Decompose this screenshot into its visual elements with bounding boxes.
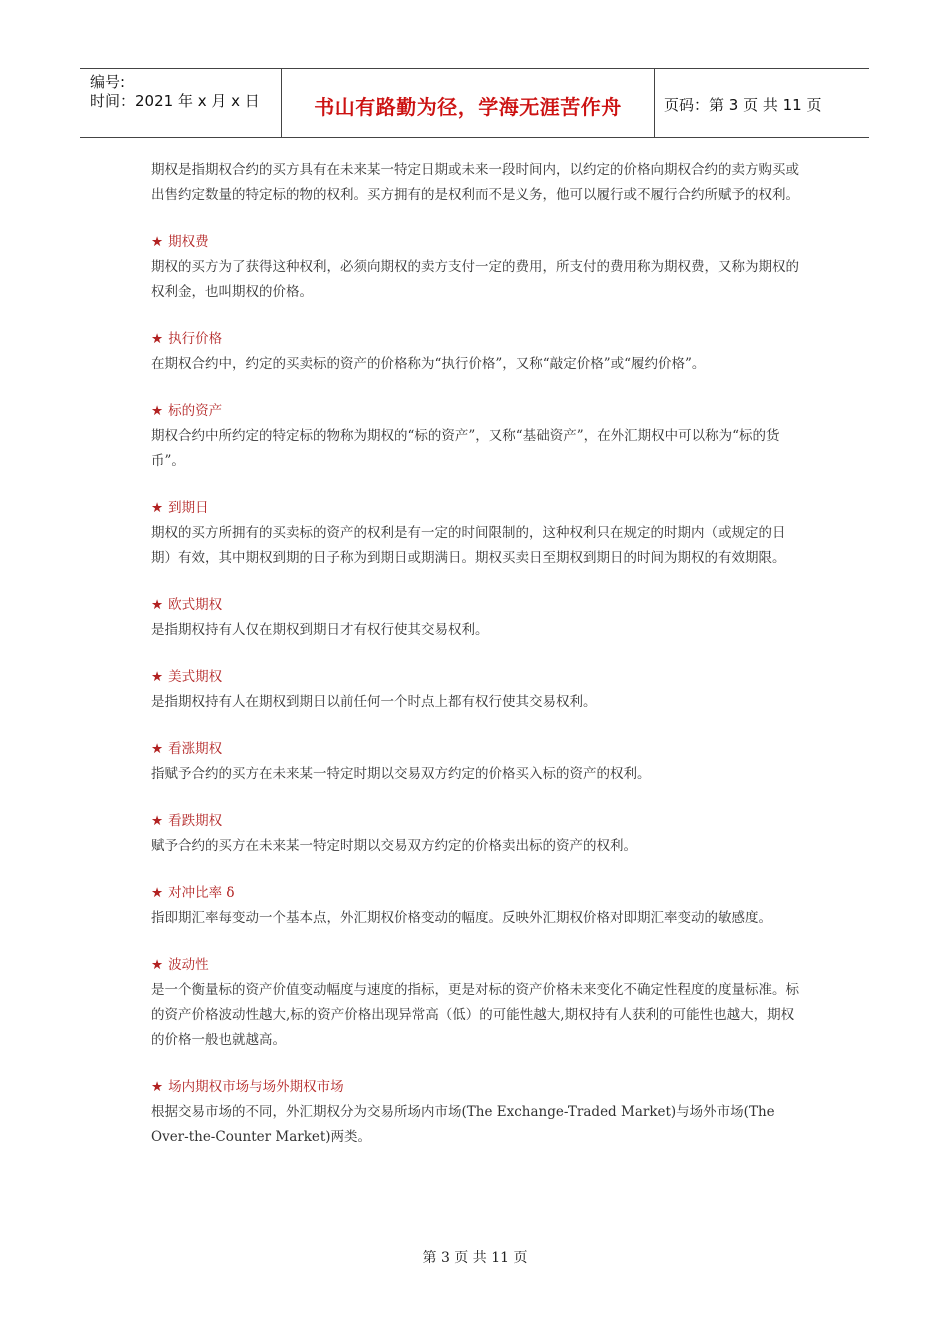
- section-title: [151, 881, 801, 906]
- section-title-text: 对冲比率 δ: [168, 885, 235, 901]
- section-body: 是一个衡量标的资产价值变动幅度与速度的指标，更是对标的资产价格未来变化不确定性程度的度量标准。标的资产价格波动性越大,标的资产价格出现异常高（低）的可能性越大,期权持有人获利的可能性也越大，期权的价格一般也就越高。: [151, 982, 799, 1048]
- section-body: 期权的买方为了获得这种权利，必须向期权的卖方支付一定的费用，所支付的费用称为期权费，又称为期权的权利金，也叫期权的价格。: [151, 259, 799, 300]
- section-title-text: 看涨期权: [168, 741, 223, 757]
- section-body: 期权合约中所约定的特定标的物称为期权的“标的资产”，又称“基础资产”，在外汇期权中可以称为“标的货币”。: [151, 428, 780, 469]
- section-body: 根据交易市场的不同，外汇期权分为交易所场内市场(The Exchange-Traded Market)与场外市场(The Over-the-Counter Market)两类。: [151, 1104, 775, 1145]
- page-footer: 第 3 页 共 11 页: [422, 1250, 528, 1266]
- motto: 书山有路勤为径，学海无涯苦作舟: [314, 95, 622, 119]
- section-body: 是指期权持有人仅在期权到期日才有权行使其交易权利。: [151, 622, 489, 638]
- section-body: 是指期权持有人在期权到期日以前任何一个时点上都有权行使其交易权利。: [151, 694, 597, 710]
- number-label: 编号:: [90, 73, 126, 91]
- section-title: [151, 737, 801, 762]
- section-body: 指即期汇率每变动一个基本点，外汇期权价格变动的幅度。反映外汇期权价格对即期汇率变动的敏感度。: [151, 910, 772, 926]
- section-title-text: 场内期权市场与场外期权市场: [168, 1079, 344, 1095]
- section-title-text: 欧式期权: [168, 597, 223, 613]
- section-title: [151, 953, 801, 978]
- section-body: 期权的买方所拥有的买卖标的资产的权利是有一定的时间限制的，这种权利只在规定的时期内（或规定的日期）有效，其中期权到期的日子称为到期日或期满日。期权买卖日至期权到期日的时间为期权的有效期限。: [151, 525, 786, 566]
- header-page-cell: [654, 69, 869, 137]
- section-title-text: 标的资产: [168, 403, 223, 419]
- star-icon: ★: [151, 741, 164, 757]
- section-title: [151, 230, 801, 255]
- section-title-text: 执行价格: [168, 331, 223, 347]
- section-title-text: 看跌期权: [168, 813, 223, 829]
- star-icon: ★: [151, 813, 164, 829]
- section-title: [151, 809, 801, 834]
- star-icon: ★: [151, 500, 164, 516]
- header-meta: [80, 69, 280, 137]
- section-title: [151, 665, 801, 690]
- section-title: [151, 1075, 801, 1100]
- section-title-text: 到期日: [168, 500, 209, 516]
- section-title: [151, 496, 801, 521]
- star-icon: ★: [151, 957, 164, 973]
- section-body: 在期权合约中，约定的买卖标的资产的价格称为“执行价格”，又称“敲定价格”或“履约价格”。: [151, 356, 706, 372]
- star-icon: ★: [151, 403, 164, 419]
- document-body: [151, 158, 801, 1150]
- star-icon: ★: [151, 331, 164, 347]
- section-title-text: 波动性: [168, 957, 209, 973]
- star-icon: ★: [151, 669, 164, 685]
- intro-paragraph: 期权是指期权合约的买方具有在未来某一特定日期或未来一段时间内，以约定的价格向期权合约的卖方购买或出售约定数量的特定标的物的权利。买方拥有的是权利而不是义务，他可以履行或不履行合约所赋予的权利。: [151, 162, 799, 203]
- section-title-text: 期权费: [168, 234, 209, 250]
- star-icon: ★: [151, 1079, 164, 1095]
- header-motto-cell: [281, 69, 655, 137]
- star-icon: ★: [151, 597, 164, 613]
- star-icon: ★: [151, 234, 164, 250]
- section-title: [151, 399, 801, 424]
- section-body: 赋予合约的买方在未来某一特定时期以交易双方约定的价格卖出标的资产的权利。: [151, 838, 637, 854]
- time-label: 时间：2021 年 x 月 x 日: [90, 92, 260, 110]
- section-body: 指赋予合约的买方在未来某一特定时期以交易双方约定的价格买入标的资产的权利。: [151, 766, 651, 782]
- star-icon: ★: [151, 885, 164, 901]
- section-title: [151, 327, 801, 352]
- section-title: [151, 593, 801, 618]
- section-title-text: 美式期权: [168, 669, 223, 685]
- sections: [151, 230, 801, 1150]
- page-code: 页码：第 3 页 共 11 页: [664, 96, 822, 114]
- page-header: [80, 68, 869, 138]
